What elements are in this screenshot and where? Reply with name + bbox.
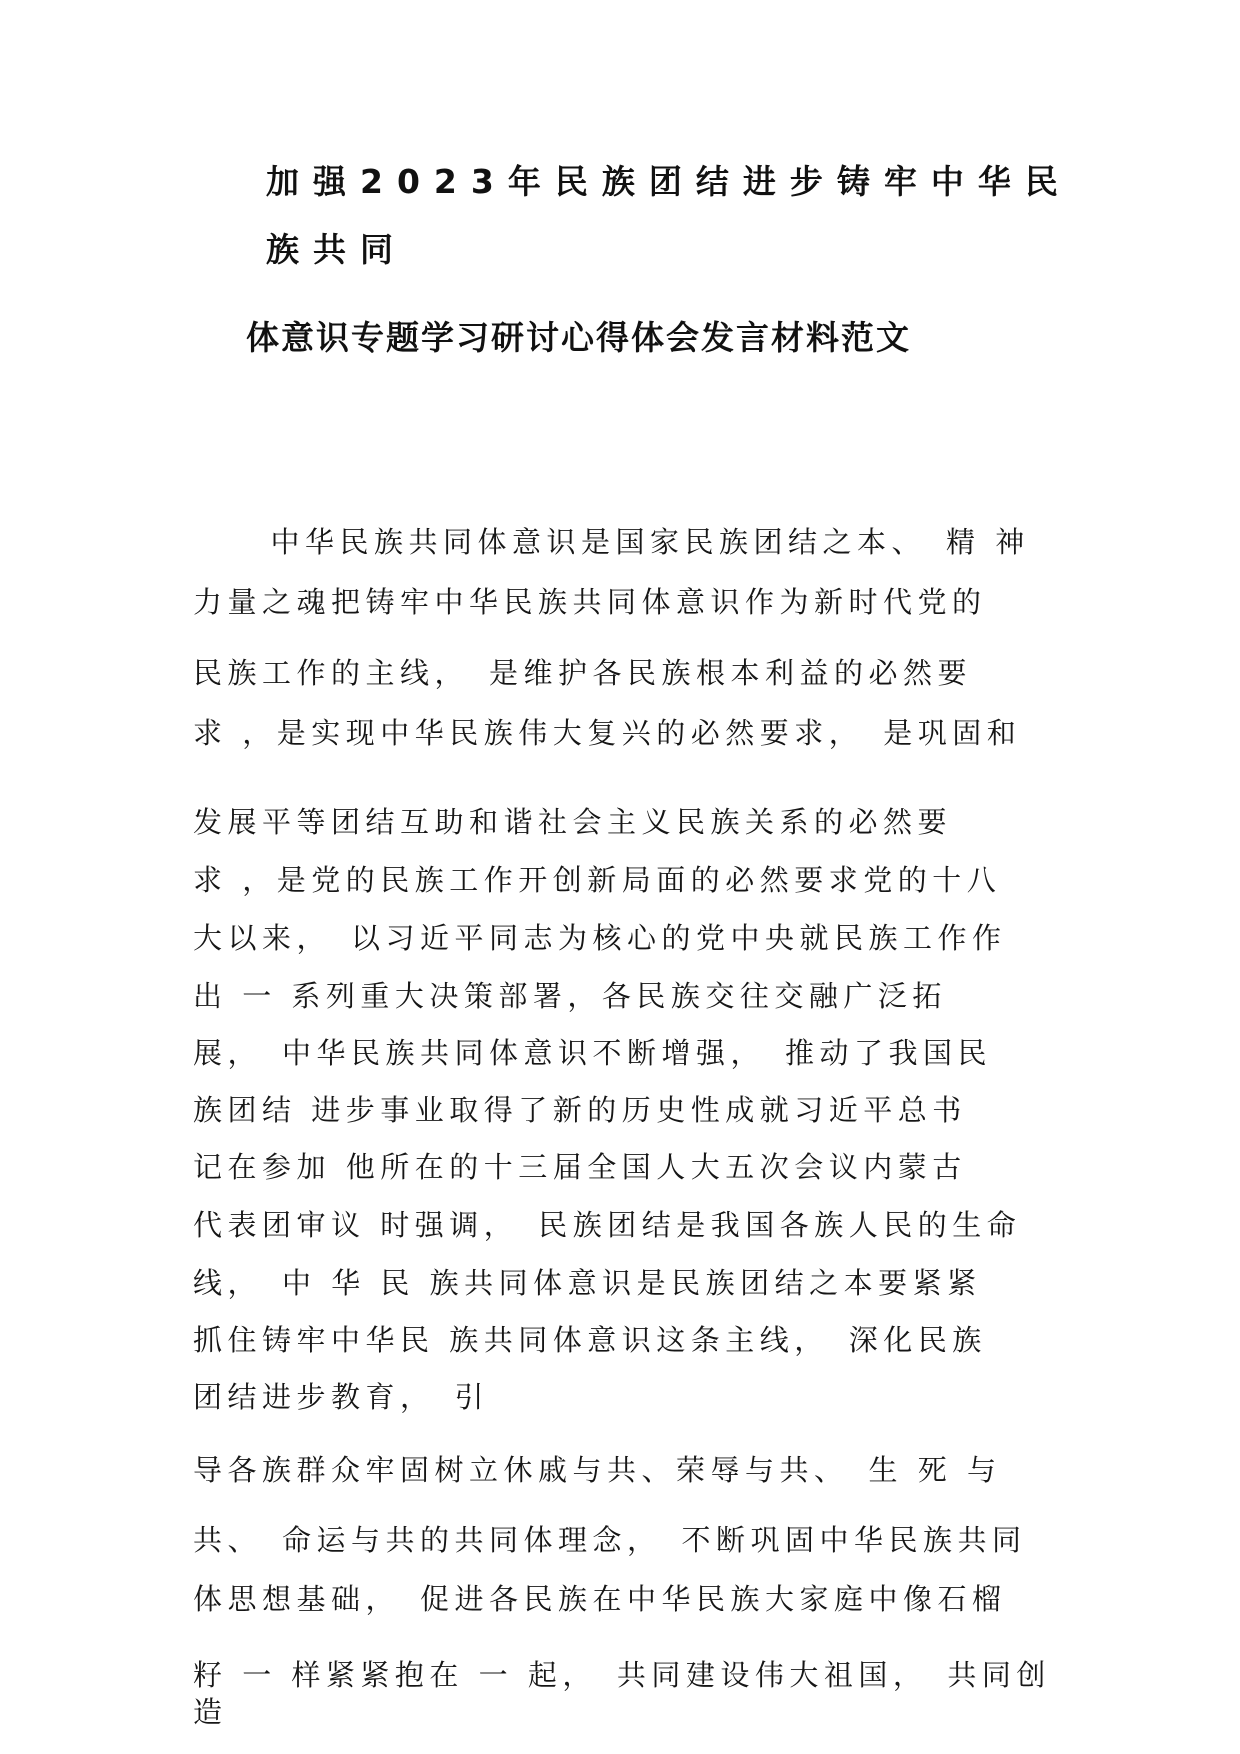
body-line: 求 ，是党的民族工作开创新局面的必然要求党的十八	[193, 863, 1002, 897]
body-line: 共、 命运与共的共同体理念， 不断巩固中华民族共同	[193, 1523, 1027, 1557]
document-title-line-3: 体意识专题学习研讨心得体会发言材料范文	[246, 318, 911, 357]
body-line: 展， 中华民族共同体意识不断增强， 推动了我国民	[193, 1036, 993, 1070]
body-line: 体思想基础， 促进各民族在中华民族大家庭中像石榴	[193, 1582, 1007, 1616]
body-line: 大以来， 以习近平同志为核心的党中央就民族工作作	[193, 921, 1007, 955]
body-line: 记在参加 他所在的十三届全国人大五次会议内蒙古	[193, 1150, 967, 1184]
body-line: 导各族群众牢固树立休戚与共、荣辱与共、 生 死 与	[193, 1453, 1002, 1487]
body-line: 求 ，是实现中华民族伟大复兴的必然要求， 是巩固和	[193, 716, 1022, 750]
body-line: 族团结 进步事业取得了新的历史性成就习近平总书	[193, 1093, 967, 1127]
body-line: 线， 中 华 民 族共同体意识是民族团结之本要紧紧	[193, 1266, 982, 1300]
body-line: 出 一 系列重大决策部署，各民族交往交融广泛拓	[193, 979, 947, 1013]
document-title-line-2: 族共同	[266, 230, 407, 269]
body-line: 抓住铸牢中华民 族共同体意识这条主线， 深化民族	[193, 1323, 987, 1357]
body-line: 籽 一 样紧紧抱在 一 起， 共同建设伟大祖国， 共同创	[193, 1658, 1051, 1692]
document-title-line-1: 加强2023年民族团结进步铸牢中华民	[266, 162, 1072, 201]
body-line: 民族工作的主线， 是维护各民族根本利益的必然要	[193, 656, 973, 690]
body-line: 中华民族共同体意识是国家民族团结之本、 精 神	[236, 525, 1030, 559]
body-line: 发展平等团结互助和谐社会主义民族关系的必然要	[193, 805, 953, 839]
body-line: 造	[193, 1695, 228, 1729]
body-line: 团结进步教育， 引	[193, 1380, 490, 1414]
body-line: 代表团审议 时强调， 民族团结是我国各族人民的生命	[193, 1208, 1022, 1242]
body-line: 力量之魂把铸牢中华民族共同体意识作为新时代党的	[193, 585, 987, 619]
